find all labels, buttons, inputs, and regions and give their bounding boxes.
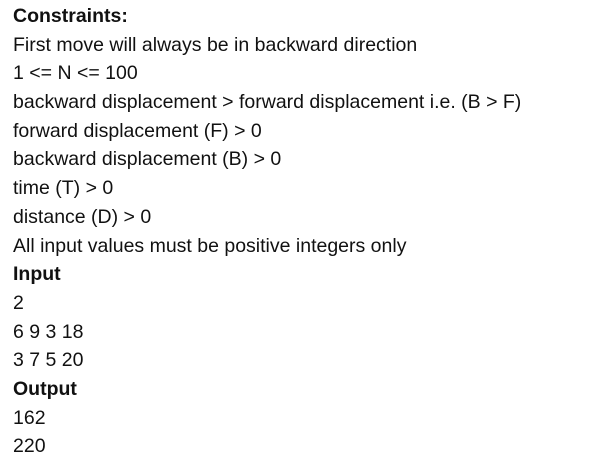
constraint-time-positive: time (T) > 0 [13, 177, 114, 200]
constraint-backward-positive: backward displacement (B) > 0 [13, 148, 282, 171]
input-line: 6 9 3 18 [13, 320, 84, 343]
constraint-positive-integers: All input values must be positive integers only [13, 234, 407, 257]
problem-statement [13, 2, 585, 461]
output-heading: Output [13, 377, 77, 400]
input-line: 3 7 5 20 [13, 349, 84, 372]
output-line: 220 [13, 435, 46, 458]
output-line: 162 [13, 406, 46, 429]
input-line: 2 [13, 291, 24, 314]
input-heading: Input [13, 263, 61, 286]
constraint-forward-positive: forward displacement (F) > 0 [13, 119, 262, 142]
constraints-heading: Constraints: [13, 5, 128, 27]
constraint-b-greater-f: backward displacement > forward displacement i.e. (B > F) [13, 91, 522, 114]
constraint-first-move: First move will always be in backward direction [13, 33, 418, 56]
constraint-distance-positive: distance (D) > 0 [13, 205, 152, 228]
constraint-n-range: 1 <= N <= 100 [13, 62, 138, 85]
